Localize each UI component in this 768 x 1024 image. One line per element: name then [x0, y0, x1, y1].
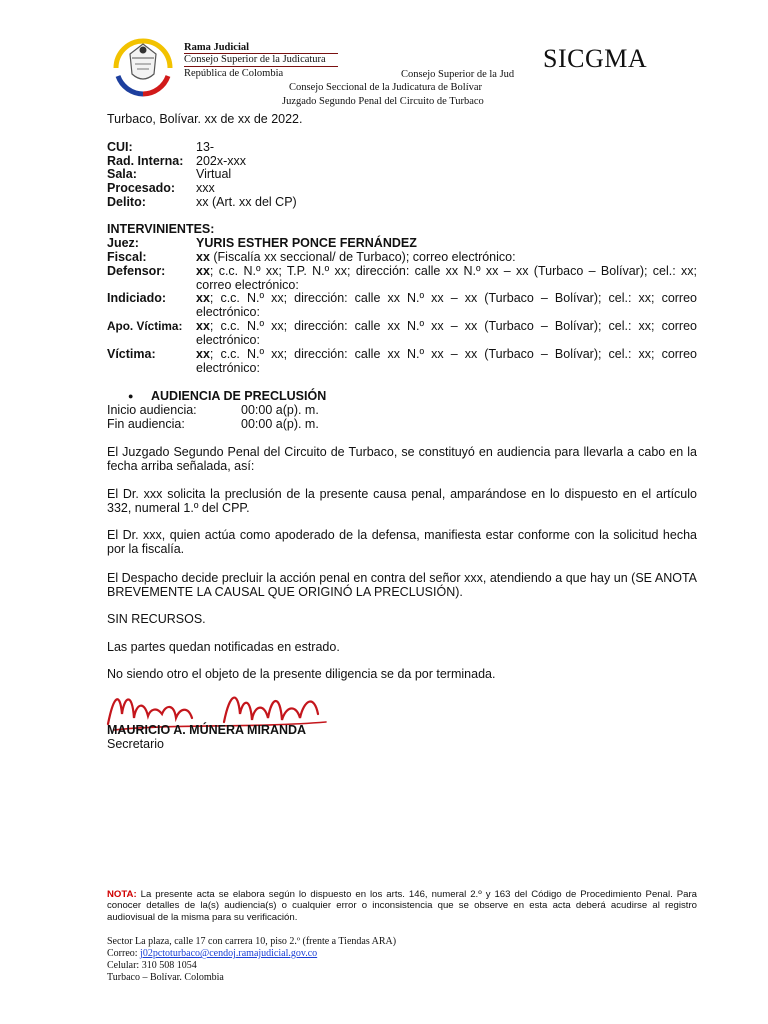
paragraph-7: No siendo otro el objeto de la presente diligencia se da por terminada.	[107, 667, 496, 681]
signer-name: MAURICIO A. MÚNERA MIRANDA	[107, 723, 307, 737]
victima-details: ; c.c. N.º xx; dirección: calle xx N.º xx – xx (Turbaco – Bolívar); cel.: xx; correo electrónico:	[196, 347, 697, 375]
inicio-audiencia-value: 00:00 a(p). m.	[241, 403, 319, 417]
case-value-cui: 13-	[196, 140, 215, 154]
fiscal-name: xx	[196, 250, 210, 264]
nota-block	[107, 889, 697, 923]
defensor-label: Defensor:	[107, 264, 166, 278]
defensor-value	[196, 265, 697, 292]
footer-email-label: Correo:	[107, 948, 141, 959]
fiscal-value	[196, 251, 516, 265]
paragraph-3: El Dr. xxx, quien actúa como apoderado de la defensa, manifiesta estar conforme con la solicitud hecha por la fiscalía.	[107, 528, 697, 556]
footer-email-line	[107, 948, 317, 960]
juez-value: YURIS ESTHER PONCE FERNÁNDEZ	[196, 236, 417, 250]
header-rule	[184, 66, 338, 67]
fiscal-details: (Fiscalía xx seccional/ de Turbaco); correo electrónico:	[209, 250, 516, 264]
footer-city: Turbaco – Bolívar. Colombia	[107, 972, 224, 983]
victima-name: xx	[196, 347, 210, 361]
date-line: Turbaco, Bolívar. xx de xx de 2022.	[107, 112, 303, 126]
case-value-delito: xx (Art. xx del CP)	[196, 195, 297, 209]
victima-value	[196, 348, 697, 375]
case-label-sala: Sala:	[107, 167, 137, 181]
org-line-2: Consejo Superior de la Judicatura	[184, 54, 326, 65]
indiciado-value	[196, 292, 697, 319]
case-label-rad: Rad. Interna:	[107, 154, 184, 168]
footer-phone: Celular: 310 508 1054	[107, 960, 197, 971]
juez-label: Juez:	[107, 236, 139, 250]
paragraph-2: El Dr. xxx solicita la preclusión de la presente causa penal, amparándose en lo dispuesto en el artículo 332, numeral 1.º del CPP.	[107, 487, 697, 515]
org-line-1: Rama Judicial	[184, 42, 250, 53]
nota-label: NOTA:	[107, 889, 137, 900]
fin-audiencia-value: 00:00 a(p). m.	[241, 417, 319, 431]
signer-role: Secretario	[107, 737, 164, 751]
paragraph-6: Las partes quedan notificadas en estrado.	[107, 640, 340, 654]
header-right-line-3: Juzgado Segundo Penal del Circuito de Turbaco	[282, 96, 484, 107]
footer-address: Sector La plaza, calle 17 con carrera 10, piso 2.º (frente a Tiendas ARA)	[107, 936, 397, 947]
nota-text: La presente acta se elabora según lo dispuesto en los arts. 146, numeral 2.º y 163 del Código de Procedimiento Penal. Para conocer detalles de la(s) audiencia(s) o cualquier error o inconsistencia que se observe en esta acta deberá acudirse al registro audiovisual de la misma para su verificación.	[107, 889, 697, 923]
case-value-procesado: xxx	[196, 181, 215, 195]
paragraph-5: SIN RECURSOS.	[107, 612, 206, 626]
indiciado-name: xx	[196, 291, 210, 305]
fin-audiencia-label: Fin audiencia:	[107, 417, 185, 431]
victima-label: Víctima:	[107, 347, 156, 361]
intervinientes-heading: INTERVINIENTES:	[107, 222, 215, 236]
fiscal-label: Fiscal:	[107, 250, 147, 264]
header-right-line-2: Consejo Seccional de la Judicatura de Bolívar	[289, 82, 483, 93]
paragraph-1: El Juzgado Segundo Penal del Circuito de Turbaco, se constituyó en audiencia para llevarla a cabo en la fecha arriba señalada, así:	[107, 445, 697, 473]
case-label-delito: Delito:	[107, 195, 146, 209]
apo-victima-value	[196, 320, 697, 347]
bullet-icon: ●	[128, 391, 134, 401]
defensor-details: ; c.c. N.º xx; T.P. N.º xx; dirección: calle xx N.º xx – xx (Turbaco – Bolívar); cel.: xx; correo electrónico:	[196, 264, 697, 292]
footer-email-link[interactable]: j02pctoturbaco@cendoj.ramajudicial.gov.co	[140, 948, 318, 959]
rama-judicial-logo	[108, 28, 178, 98]
case-value-sala: Virtual	[196, 167, 232, 181]
case-value-rad: 202x-xxx	[196, 154, 247, 168]
apo-victima-label: Apo. Víctima:	[107, 319, 183, 333]
org-line-3: República de Colombia	[184, 68, 284, 79]
header-right-line-1: Consejo Superior de la Jud	[401, 69, 515, 80]
case-label-procesado: Procesado:	[107, 181, 176, 195]
apo-victima-details: ; c.c. N.º xx; dirección: calle xx N.º xx – xx (Turbaco – Bolívar); cel.: xx; correo electrónico:	[196, 319, 697, 347]
case-label-cui: CUI:	[107, 140, 133, 154]
audiencia-title: AUDIENCIA DE PRECLUSIÓN	[151, 389, 327, 403]
paragraph-4: El Despacho decide precluir la acción penal en contra del señor xxx, atendiendo a que hay un (SE ANOTA BREVEMENTE LA CAUSAL QUE ORIGINÓ LA PRECLUSIÓN).	[107, 571, 697, 599]
indiciado-details: ; c.c. N.º xx; dirección: calle xx N.º xx – xx (Turbaco – Bolívar); cel.: xx; correo electrónico:	[196, 291, 697, 319]
indiciado-label: Indiciado:	[107, 291, 167, 305]
defensor-name: xx	[196, 264, 210, 278]
apo-victima-name: xx	[196, 319, 210, 333]
inicio-audiencia-label: Inicio audiencia:	[107, 403, 197, 417]
sicgma-brand: SICGMA	[543, 44, 648, 73]
